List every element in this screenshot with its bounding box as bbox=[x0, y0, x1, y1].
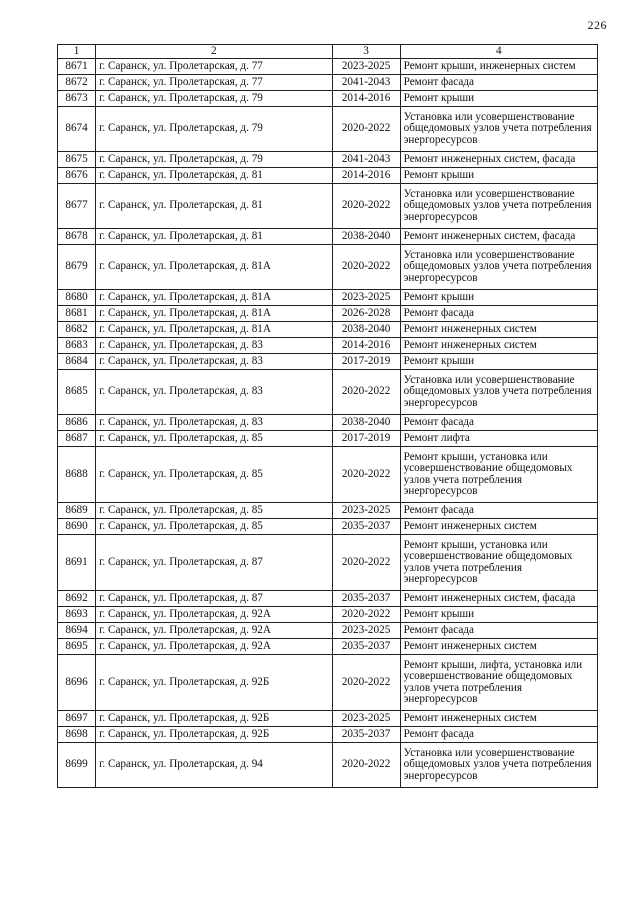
address-cell: г. Саранск, ул. Пролетарская, д. 85 bbox=[96, 519, 332, 535]
work-type-cell: Ремонт крыши, установка или усовершенствование общедомовых узлов учета потребления энергоресурсов bbox=[400, 535, 597, 591]
work-type-cell: Ремонт инженерных систем bbox=[400, 639, 597, 655]
address-cell: г. Саранск, ул. Пролетарская, д. 79 bbox=[96, 152, 332, 168]
work-type-cell: Ремонт инженерных систем bbox=[400, 322, 597, 338]
row-number-cell: 8696 bbox=[58, 655, 96, 711]
work-type-cell: Ремонт крыши bbox=[400, 290, 597, 306]
row-number-cell: 8676 bbox=[58, 168, 96, 184]
address-cell: г. Саранск, ул. Пролетарская, д. 92А bbox=[96, 607, 332, 623]
work-type-cell: Ремонт инженерных систем bbox=[400, 519, 597, 535]
period-cell: 2035-2037 bbox=[332, 639, 400, 655]
period-cell: 2017-2019 bbox=[332, 354, 400, 370]
table-row bbox=[58, 447, 598, 503]
work-type-cell: Установка или усовершенствование общедомовых узлов учета потребления энергоресурсов bbox=[400, 107, 597, 152]
table-row bbox=[58, 655, 598, 711]
address-cell: г. Саранск, ул. Пролетарская, д. 81А bbox=[96, 290, 332, 306]
address-cell: г. Саранск, ул. Пролетарская, д. 92Б bbox=[96, 711, 332, 727]
table-row bbox=[58, 59, 598, 75]
period-cell: 2041-2043 bbox=[332, 75, 400, 91]
address-cell: г. Саранск, ул. Пролетарская, д. 92А bbox=[96, 623, 332, 639]
address-cell: г. Саранск, ул. Пролетарская, д. 92Б bbox=[96, 727, 332, 743]
table-row bbox=[58, 91, 598, 107]
work-type-cell: Ремонт инженерных систем bbox=[400, 711, 597, 727]
address-cell: г. Саранск, ул. Пролетарская, д. 79 bbox=[96, 91, 332, 107]
period-cell: 2020-2022 bbox=[332, 447, 400, 503]
row-number-cell: 8687 bbox=[58, 431, 96, 447]
table-row bbox=[58, 431, 598, 447]
work-type-cell: Установка или усовершенствование общедомовых узлов учета потребления энергоресурсов bbox=[400, 184, 597, 229]
table-row bbox=[58, 245, 598, 290]
period-cell: 2023-2025 bbox=[332, 503, 400, 519]
period-cell: 2014-2016 bbox=[332, 91, 400, 107]
row-number-cell: 8686 bbox=[58, 415, 96, 431]
table-row bbox=[58, 168, 598, 184]
period-cell: 2026-2028 bbox=[332, 306, 400, 322]
row-number-cell: 8699 bbox=[58, 743, 96, 788]
period-cell: 2023-2025 bbox=[332, 623, 400, 639]
work-type-cell: Ремонт фасада bbox=[400, 306, 597, 322]
table-row bbox=[58, 519, 598, 535]
period-cell: 2020-2022 bbox=[332, 743, 400, 788]
row-number-cell: 8690 bbox=[58, 519, 96, 535]
period-cell: 2020-2022 bbox=[332, 245, 400, 290]
table-row bbox=[58, 354, 598, 370]
address-cell: г. Саранск, ул. Пролетарская, д. 94 bbox=[96, 743, 332, 788]
table-row bbox=[58, 229, 598, 245]
period-cell: 2038-2040 bbox=[332, 415, 400, 431]
address-cell: г. Саранск, ул. Пролетарская, д. 81 bbox=[96, 229, 332, 245]
address-cell: г. Саранск, ул. Пролетарская, д. 83 bbox=[96, 338, 332, 354]
work-type-cell: Ремонт крыши bbox=[400, 168, 597, 184]
work-type-cell: Ремонт инженерных систем, фасада bbox=[400, 591, 597, 607]
table-row bbox=[58, 743, 598, 788]
table-row bbox=[58, 75, 598, 91]
row-number-cell: 8685 bbox=[58, 370, 96, 415]
table-row bbox=[58, 306, 598, 322]
work-type-cell: Ремонт крыши bbox=[400, 91, 597, 107]
address-cell: г. Саранск, ул. Пролетарская, д. 77 bbox=[96, 75, 332, 91]
work-type-cell: Ремонт крыши bbox=[400, 354, 597, 370]
work-type-cell: Ремонт крыши, инженерных систем bbox=[400, 59, 597, 75]
table-row bbox=[58, 535, 598, 591]
period-cell: 2020-2022 bbox=[332, 107, 400, 152]
period-cell: 2038-2040 bbox=[332, 322, 400, 338]
row-number-cell: 8693 bbox=[58, 607, 96, 623]
period-cell: 2035-2037 bbox=[332, 591, 400, 607]
row-number-cell: 8689 bbox=[58, 503, 96, 519]
row-number-cell: 8694 bbox=[58, 623, 96, 639]
address-cell: г. Саранск, ул. Пролетарская, д. 81 bbox=[96, 184, 332, 229]
period-cell: 2035-2037 bbox=[332, 727, 400, 743]
row-number-cell: 8682 bbox=[58, 322, 96, 338]
row-number-cell: 8674 bbox=[58, 107, 96, 152]
table-row bbox=[58, 591, 598, 607]
work-type-cell: Ремонт фасада bbox=[400, 727, 597, 743]
address-cell: г. Саранск, ул. Пролетарская, д. 77 bbox=[96, 59, 332, 75]
repair-schedule-table bbox=[57, 44, 598, 788]
table-row bbox=[58, 711, 598, 727]
table-row bbox=[58, 322, 598, 338]
work-type-cell: Ремонт фасада bbox=[400, 75, 597, 91]
work-type-cell: Ремонт инженерных систем, фасада bbox=[400, 229, 597, 245]
period-cell: 2020-2022 bbox=[332, 184, 400, 229]
table-row bbox=[58, 107, 598, 152]
address-cell: г. Саранск, ул. Пролетарская, д. 92Б bbox=[96, 655, 332, 711]
period-cell: 2017-2019 bbox=[332, 431, 400, 447]
table-row bbox=[58, 639, 598, 655]
address-cell: г. Саранск, ул. Пролетарская, д. 83 bbox=[96, 415, 332, 431]
address-cell: г. Саранск, ул. Пролетарская, д. 92А bbox=[96, 639, 332, 655]
work-type-cell: Ремонт фасада bbox=[400, 503, 597, 519]
row-number-cell: 8675 bbox=[58, 152, 96, 168]
address-cell: г. Саранск, ул. Пролетарская, д. 81А bbox=[96, 306, 332, 322]
row-number-cell: 8681 bbox=[58, 306, 96, 322]
work-type-cell: Установка или усовершенствование общедомовых узлов учета потребления энергоресурсов bbox=[400, 743, 597, 788]
column-header-4: 4 bbox=[400, 45, 597, 59]
row-number-cell: 8680 bbox=[58, 290, 96, 306]
row-number-cell: 8678 bbox=[58, 229, 96, 245]
work-type-cell: Ремонт крыши, лифта, установка или усовершенствование общедомовых узлов учета потребления энергоресурсов bbox=[400, 655, 597, 711]
address-cell: г. Саранск, ул. Пролетарская, д. 85 bbox=[96, 431, 332, 447]
column-header-3: 3 bbox=[332, 45, 400, 59]
row-number-cell: 8697 bbox=[58, 711, 96, 727]
work-type-cell: Установка или усовершенствование общедомовых узлов учета потребления энергоресурсов bbox=[400, 245, 597, 290]
period-cell: 2035-2037 bbox=[332, 519, 400, 535]
period-cell: 2038-2040 bbox=[332, 229, 400, 245]
work-type-cell: Ремонт фасада bbox=[400, 623, 597, 639]
period-cell: 2020-2022 bbox=[332, 607, 400, 623]
row-number-cell: 8692 bbox=[58, 591, 96, 607]
row-number-cell: 8677 bbox=[58, 184, 96, 229]
period-cell: 2020-2022 bbox=[332, 655, 400, 711]
work-type-cell: Ремонт крыши bbox=[400, 607, 597, 623]
period-cell: 2041-2043 bbox=[332, 152, 400, 168]
table-row bbox=[58, 607, 598, 623]
address-cell: г. Саранск, ул. Пролетарская, д. 87 bbox=[96, 535, 332, 591]
work-type-cell: Ремонт инженерных систем bbox=[400, 338, 597, 354]
table-row bbox=[58, 184, 598, 229]
row-number-cell: 8695 bbox=[58, 639, 96, 655]
row-number-cell: 8679 bbox=[58, 245, 96, 290]
period-cell: 2023-2025 bbox=[332, 59, 400, 75]
address-cell: г. Саранск, ул. Пролетарская, д. 85 bbox=[96, 447, 332, 503]
period-cell: 2014-2016 bbox=[332, 168, 400, 184]
row-number-cell: 8673 bbox=[58, 91, 96, 107]
table-row bbox=[58, 290, 598, 306]
address-cell: г. Саранск, ул. Пролетарская, д. 81А bbox=[96, 322, 332, 338]
row-number-cell: 8671 bbox=[58, 59, 96, 75]
table-row bbox=[58, 338, 598, 354]
table-row bbox=[58, 727, 598, 743]
table-header-row bbox=[58, 45, 598, 59]
period-cell: 2023-2025 bbox=[332, 711, 400, 727]
table-row bbox=[58, 623, 598, 639]
work-type-cell: Ремонт инженерных систем, фасада bbox=[400, 152, 597, 168]
row-number-cell: 8683 bbox=[58, 338, 96, 354]
address-cell: г. Саранск, ул. Пролетарская, д. 81 bbox=[96, 168, 332, 184]
row-number-cell: 8684 bbox=[58, 354, 96, 370]
address-cell: г. Саранск, ул. Пролетарская, д. 83 bbox=[96, 370, 332, 415]
row-number-cell: 8672 bbox=[58, 75, 96, 91]
work-type-cell: Ремонт фасада bbox=[400, 415, 597, 431]
period-cell: 2014-2016 bbox=[332, 338, 400, 354]
period-cell: 2023-2025 bbox=[332, 290, 400, 306]
column-header-2: 2 bbox=[96, 45, 332, 59]
page-number: 226 bbox=[587, 18, 607, 32]
table-body bbox=[58, 59, 598, 788]
period-cell: 2020-2022 bbox=[332, 370, 400, 415]
table-row bbox=[58, 503, 598, 519]
work-type-cell: Установка или усовершенствование общедомовых узлов учета потребления энергоресурсов bbox=[400, 370, 597, 415]
address-cell: г. Саранск, ул. Пролетарская, д. 79 bbox=[96, 107, 332, 152]
row-number-cell: 8691 bbox=[58, 535, 96, 591]
row-number-cell: 8698 bbox=[58, 727, 96, 743]
address-cell: г. Саранск, ул. Пролетарская, д. 81А bbox=[96, 245, 332, 290]
period-cell: 2020-2022 bbox=[332, 535, 400, 591]
work-type-cell: Ремонт лифта bbox=[400, 431, 597, 447]
table-row bbox=[58, 152, 598, 168]
table-row bbox=[58, 370, 598, 415]
address-cell: г. Саранск, ул. Пролетарская, д. 87 bbox=[96, 591, 332, 607]
column-header-1: 1 bbox=[58, 45, 96, 59]
table-row bbox=[58, 415, 598, 431]
address-cell: г. Саранск, ул. Пролетарская, д. 83 bbox=[96, 354, 332, 370]
work-type-cell: Ремонт крыши, установка или усовершенствование общедомовых узлов учета потребления энергоресурсов bbox=[400, 447, 597, 503]
address-cell: г. Саранск, ул. Пролетарская, д. 85 bbox=[96, 503, 332, 519]
row-number-cell: 8688 bbox=[58, 447, 96, 503]
